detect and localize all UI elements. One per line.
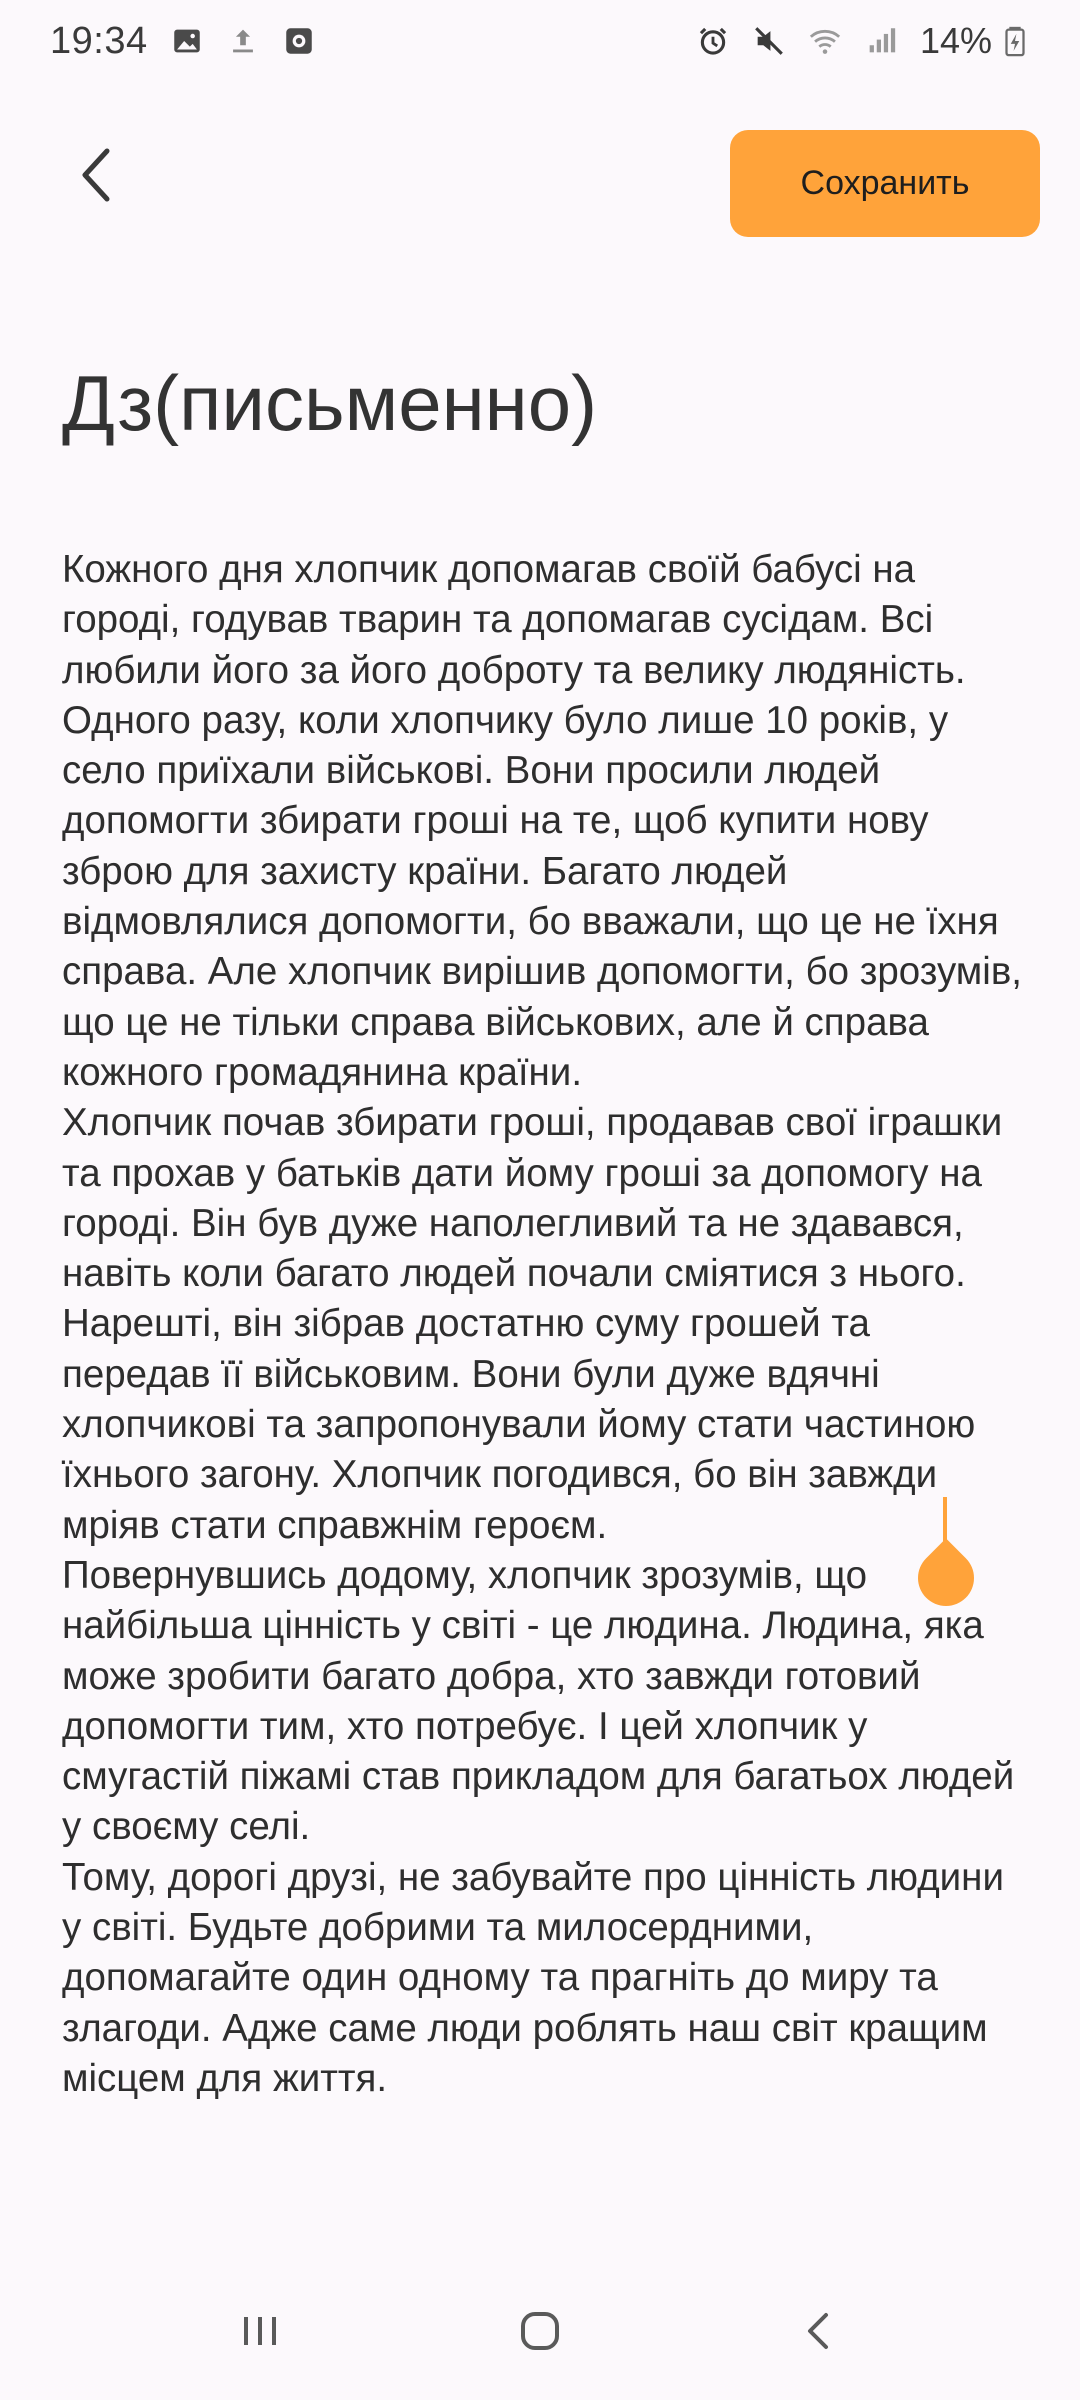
back-button[interactable] bbox=[60, 135, 130, 215]
battery-icon bbox=[998, 24, 1032, 58]
screen-record-icon bbox=[282, 24, 316, 58]
recent-apps-icon bbox=[230, 2301, 290, 2361]
note-paragraph: Одного разу, коли хлопчику було лише 10 років, у село приїхали військові. Вони просили людей допомогти збирати гроші на те, щоб купити нову зброю для захисту країни. Багато людей відмовлялися допомогти, бо вважали, що це не їхня справа. Але хлопчик вирішив допомогти, бо зрозумів, що це не тільки справа військових, але й справа кожного громадянина країни. bbox=[62, 698, 1022, 1094]
home-icon bbox=[510, 2301, 570, 2361]
save-button[interactable]: Сохранить bbox=[730, 130, 1040, 237]
note-paragraph: Тому, дорогі друзі, не забувайте про цінність людини у світі. Будьте добрими та милосердними, допомагайте один одному та прагніть до миру та злагоди. Адже саме люди роблять наш світ кращим місцем для життя. bbox=[62, 1855, 1004, 2100]
note-title[interactable]: Дз(письменно) bbox=[62, 359, 598, 447]
chevron-left-icon bbox=[75, 145, 115, 205]
mute-icon bbox=[752, 24, 786, 58]
note-paragraph: Повернувшись додому, хлопчик зрозумів, що найбільша цінність у світі - це людина. Людина, яка може зробити багато добра, хто завжди готовий допомогти тим, хто потребує. І цей хлопчик у смугастій піжамі став прикладом для багатьох людей у своєму селі. bbox=[62, 1553, 1015, 1849]
back-icon bbox=[790, 2301, 850, 2361]
alarm-icon bbox=[696, 24, 730, 58]
recent-apps-button[interactable] bbox=[215, 2286, 305, 2376]
signal-icon bbox=[864, 24, 898, 58]
system-back-button[interactable] bbox=[775, 2286, 865, 2376]
note-body-editor[interactable] bbox=[62, 545, 1022, 2104]
battery-percent: 14% bbox=[919, 20, 992, 61]
status-left bbox=[50, 20, 316, 63]
home-button[interactable] bbox=[495, 2286, 585, 2376]
note-paragraph: Хлопчик почав збирати гроші, продавав свої іграшки та прохав у батьків дати йому гроші за допомогу на городі. Він був дуже наполегливий та не здавався, навіть коли багато людей почали сміятися з нього. Нарешті, він зібрав достатню суму грошей та передав її військовим. Вони були дуже вдячні хлопчикові та запропонували йому стати частиною їхнього загону. Хлопчик погодився, бо він завжди мріяв стати справжнім героєм. bbox=[62, 1101, 1003, 1547]
status-bar bbox=[0, 0, 1080, 82]
image-icon bbox=[170, 24, 204, 58]
status-time: 19:34 bbox=[50, 19, 148, 62]
upload-icon bbox=[226, 24, 260, 58]
navigation-bar bbox=[0, 2262, 1080, 2400]
note-paragraph: Кожного дня хлопчик допомагав своїй бабусі на городі, годував тварин та допомагав сусідам. Всі любили його за його доброту та велику людяність. bbox=[62, 548, 966, 692]
wifi-icon bbox=[808, 24, 842, 58]
status-right bbox=[696, 20, 1032, 62]
